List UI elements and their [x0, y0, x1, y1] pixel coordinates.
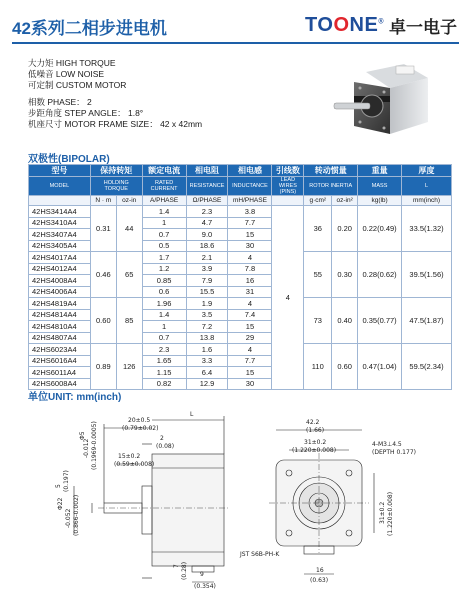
- svg-text:5: 5: [55, 484, 62, 488]
- current-cell: 1.65: [142, 355, 186, 367]
- inductance-cell: 15: [228, 367, 272, 379]
- resistance-cell: 4.7: [186, 217, 228, 229]
- model-cell: 42HS3414A4: [29, 206, 91, 218]
- table-row: [29, 252, 452, 264]
- torque-ozin-cell: 65: [116, 252, 142, 298]
- inductance-cell: 30: [228, 378, 272, 390]
- resistance-cell: 7.9: [186, 275, 228, 287]
- lead-wires-cell: 4: [272, 206, 304, 390]
- svg-text:Φ22: Φ22: [57, 497, 64, 510]
- svg-text:4-M3⊥4.5: 4-M3⊥4.5: [372, 441, 402, 448]
- motor-photo: [332, 60, 432, 148]
- resistance-cell: 2.3: [186, 206, 228, 218]
- inductance-cell: 7.7: [228, 355, 272, 367]
- inductance-cell: 3.8: [228, 206, 272, 218]
- resistance-cell: 18.6: [186, 240, 228, 252]
- model-cell: 42HS6016A4: [29, 355, 91, 367]
- svg-text:(1.220±0.008): (1.220±0.008): [292, 447, 337, 454]
- inertia-oz-cell: 0.40: [332, 298, 358, 344]
- resistance-cell: 1.9: [186, 298, 228, 310]
- inductance-cell: 30: [228, 240, 272, 252]
- page-title: 42系列二相步进电机: [12, 19, 167, 38]
- inertia-oz-cell: 0.20: [332, 206, 358, 252]
- col-rated-current: 额定电流: [142, 165, 186, 177]
- inductance-cell: 16: [228, 275, 272, 287]
- inertia-oz-cell: 0.30: [332, 252, 358, 298]
- resistance-cell: 3.5: [186, 309, 228, 321]
- model-cell: 42HS6023A4: [29, 344, 91, 356]
- current-cell: 1: [142, 217, 186, 229]
- svg-text:JST S6B-PH-K: JST S6B-PH-K: [240, 551, 280, 558]
- spec-list: [28, 97, 202, 130]
- resistance-cell: 3.3: [186, 355, 228, 367]
- svg-text:(0.866-0.002): (0.866-0.002): [73, 494, 80, 536]
- current-cell: 0.6: [142, 286, 186, 298]
- model-cell: 42HS4814A4: [29, 309, 91, 321]
- col-mass: 重量: [358, 165, 402, 177]
- model-cell: 42HS4807A4: [29, 332, 91, 344]
- inertia-gcm-cell: 110: [304, 344, 332, 390]
- current-cell: 1.15: [142, 367, 186, 379]
- svg-text:(0.28): (0.28): [181, 561, 188, 580]
- table-row: [29, 298, 452, 310]
- unit-label: 单位UNIT: mm(inch): [28, 392, 122, 403]
- inductance-cell: 7.7: [228, 217, 272, 229]
- inertia-gcm-cell: 55: [304, 252, 332, 298]
- resistance-cell: 9.0: [186, 229, 228, 241]
- svg-text:16: 16: [316, 567, 324, 574]
- col-length: 厚度: [402, 165, 452, 177]
- svg-text:(DEPTH 0.177): (DEPTH 0.177): [372, 449, 416, 456]
- svg-text:(0.59±0.008): (0.59±0.008): [114, 461, 155, 468]
- svg-text:(0.79±0.02): (0.79±0.02): [122, 425, 159, 432]
- svg-text:-0.052: -0.052: [65, 508, 72, 528]
- spec-item: 相数 PHASE： 2: [28, 97, 92, 107]
- spec-item: 步距角度 STEP ANGLE： 1.8°: [28, 108, 144, 118]
- current-cell: 1.4: [142, 309, 186, 321]
- col-rotor-inertia: 转动惯量: [304, 165, 358, 177]
- current-cell: 0.7: [142, 229, 186, 241]
- current-cell: 0.85: [142, 275, 186, 287]
- svg-text:31±0.2: 31±0.2: [304, 439, 327, 446]
- current-cell: 1.96: [142, 298, 186, 310]
- header-divider: [12, 42, 459, 44]
- resistance-cell: 2.1: [186, 252, 228, 264]
- model-cell: 42HS4819A4: [29, 298, 91, 310]
- svg-text:(0.08): (0.08): [156, 443, 175, 450]
- length-cell: 39.5(1.56): [402, 252, 452, 298]
- col-inductance: 相电感: [228, 165, 272, 177]
- brand-logo: [305, 13, 457, 38]
- svg-text:2: 2: [160, 435, 164, 442]
- inductance-cell: 4: [228, 298, 272, 310]
- current-cell: 1.4: [142, 206, 186, 218]
- svg-text:20±0.5: 20±0.5: [128, 417, 151, 424]
- table-header-row: [29, 165, 452, 177]
- brand-chinese-name: 卓一电子: [389, 18, 457, 37]
- torque-ozin-cell: 126: [116, 344, 142, 390]
- inductance-cell: 7.4: [228, 309, 272, 321]
- length-cell: 59.5(2.34): [402, 344, 452, 390]
- svg-text:Φ5: Φ5: [79, 431, 86, 440]
- dimension-drawing: [0, 400, 471, 591]
- brand-wordmark: TOONE®: [305, 14, 384, 36]
- spec-item: 机座尺寸 MOTOR FRAME SIZE： 42 x 42mm: [28, 119, 203, 129]
- svg-text:(1.220±0.008): (1.220±0.008): [387, 491, 394, 536]
- length-cell: 33.5(1.32): [402, 206, 452, 252]
- resistance-cell: 1.6: [186, 344, 228, 356]
- current-cell: 0.5: [142, 240, 186, 252]
- svg-text:(0.197): (0.197): [63, 470, 70, 492]
- feature-item: 大力矩 HIGH TORQUE: [28, 58, 116, 68]
- feature-item: 低噪音 LOW NOISE: [28, 69, 105, 79]
- inductance-cell: 15: [228, 229, 272, 241]
- svg-text:(1.66): (1.66): [306, 427, 325, 434]
- inertia-oz-cell: 0.60: [332, 344, 358, 390]
- inductance-cell: 15: [228, 321, 272, 333]
- col-resistance: 相电阻: [186, 165, 228, 177]
- mass-cell: 0.28(0.62): [358, 252, 402, 298]
- page-header: [0, 0, 471, 44]
- table-header-sub-row: MODEL HOLDING TORQUE RATED CURRENT RESISTANCE INDUCTANCE LEAD WIRES (PINS) ROTOR INERTIA MASS L: [29, 177, 452, 196]
- torque-nm-cell: 0.89: [90, 344, 116, 390]
- length-cell: 47.5(1.87): [402, 298, 452, 344]
- table-row: [29, 344, 452, 356]
- svg-text:(0.354): (0.354): [194, 583, 216, 590]
- current-cell: 1.2: [142, 263, 186, 275]
- resistance-cell: 12.9: [186, 378, 228, 390]
- svg-text:(0.1969-0.0005): (0.1969-0.0005): [91, 421, 98, 470]
- model-cell: 42HS3410A4: [29, 217, 91, 229]
- svg-text:-0.012: -0.012: [83, 438, 90, 458]
- svg-text:(0.63): (0.63): [310, 577, 329, 584]
- model-cell: 42HS3405A4: [29, 240, 91, 252]
- inertia-gcm-cell: 73: [304, 298, 332, 344]
- mass-cell: 0.47(1.04): [358, 344, 402, 390]
- torque-nm-cell: 0.60: [90, 298, 116, 344]
- current-cell: 0.7: [142, 332, 186, 344]
- feature-item: 可定制 CUSTOM MOTOR: [28, 80, 127, 90]
- mass-cell: 0.22(0.49): [358, 206, 402, 252]
- model-cell: 42HS6011A4: [29, 367, 91, 379]
- svg-text:15±0.2: 15±0.2: [118, 453, 141, 460]
- resistance-cell: 6.4: [186, 367, 228, 379]
- col-holding-torque: 保持转矩: [90, 165, 142, 177]
- svg-text:42.2: 42.2: [306, 419, 320, 426]
- col-lead-wires: 引线数: [272, 165, 304, 177]
- resistance-cell: 3.9: [186, 263, 228, 275]
- model-cell: 42HS6008A4: [29, 378, 91, 390]
- svg-text:L: L: [190, 411, 194, 418]
- table-unit-row: N · m oz-in A/PHASE Ω/PHASE mH/PHASE g·cm² oz-in² kg(lb) mm(inch): [29, 196, 452, 206]
- model-cell: 42HS4012A4: [29, 263, 91, 275]
- model-cell: 42HS4006A4: [29, 286, 91, 298]
- inductance-cell: 29: [228, 332, 272, 344]
- inductance-cell: 4: [228, 344, 272, 356]
- resistance-cell: 15.5: [186, 286, 228, 298]
- model-cell: 42HS4017A4: [29, 252, 91, 264]
- current-cell: 0.82: [142, 378, 186, 390]
- svg-text:31±0.2: 31±0.2: [379, 501, 386, 524]
- inductance-cell: 31: [228, 286, 272, 298]
- model-cell: 42HS4008A4: [29, 275, 91, 287]
- model-cell: 42HS3407A4: [29, 229, 91, 241]
- table-row: [29, 206, 452, 218]
- inertia-gcm-cell: 36: [304, 206, 332, 252]
- inductance-cell: 7.8: [228, 263, 272, 275]
- torque-ozin-cell: 44: [116, 206, 142, 252]
- current-cell: 1.7: [142, 252, 186, 264]
- current-cell: 1: [142, 321, 186, 333]
- current-cell: 2.3: [142, 344, 186, 356]
- resistance-cell: 7.2: [186, 321, 228, 333]
- torque-nm-cell: 0.31: [90, 206, 116, 252]
- torque-ozin-cell: 85: [116, 298, 142, 344]
- torque-nm-cell: 0.46: [90, 252, 116, 298]
- svg-text:7: 7: [173, 564, 180, 568]
- model-cell: 42HS4810A4: [29, 321, 91, 333]
- resistance-cell: 13.8: [186, 332, 228, 344]
- svg-text:9: 9: [200, 571, 204, 578]
- section-title-bipolar: 双极性(BIPOLAR): [28, 154, 110, 165]
- mass-cell: 0.35(0.77): [358, 298, 402, 344]
- spec-table: [28, 164, 452, 390]
- feature-list: [28, 58, 126, 91]
- inductance-cell: 4: [228, 252, 272, 264]
- col-model: 型号: [29, 165, 91, 177]
